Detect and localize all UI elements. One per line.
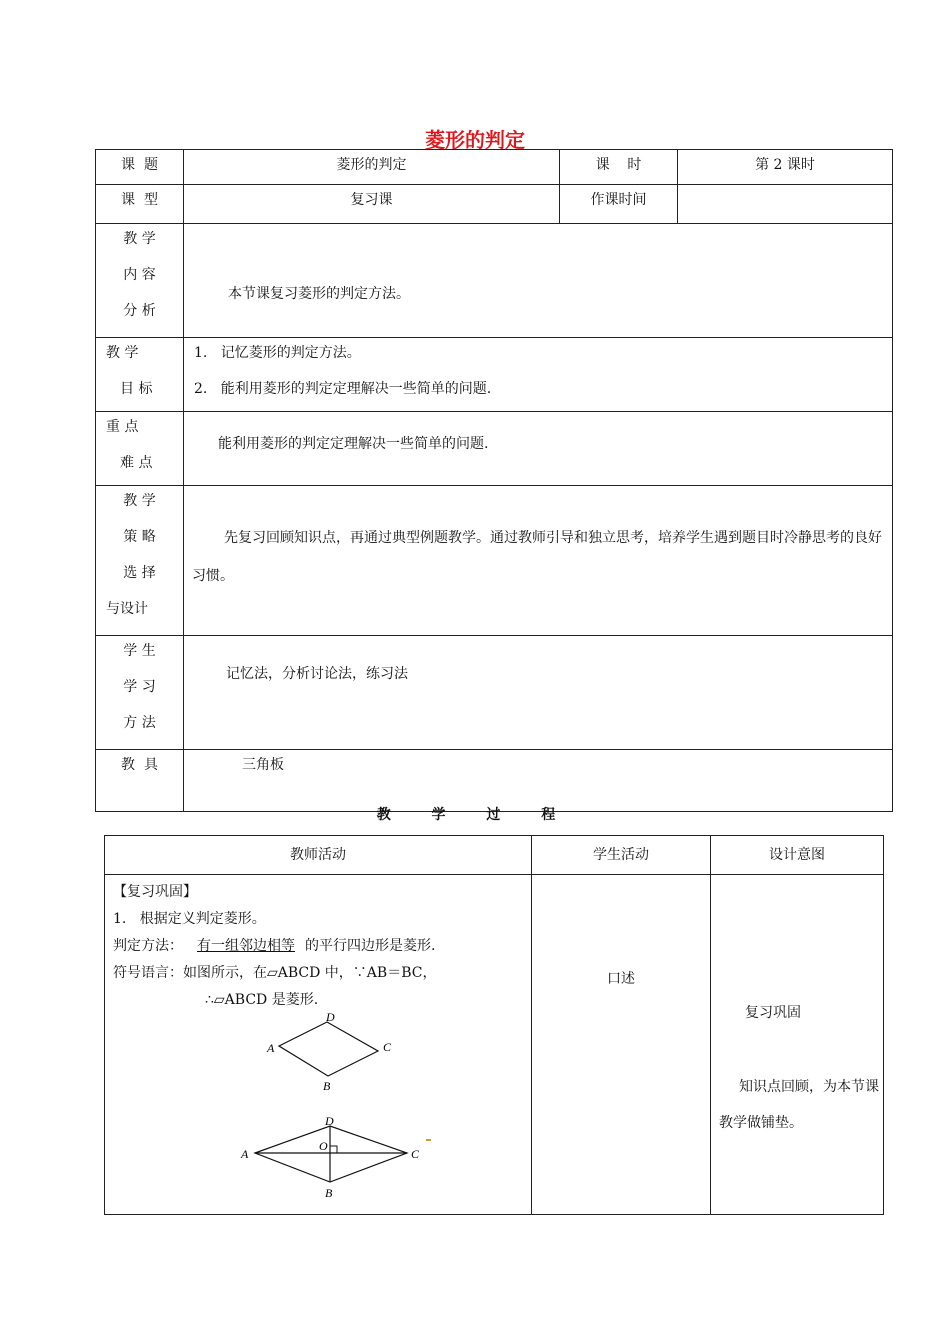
method-label [96,636,184,750]
header-student: 学生活动 [532,836,711,875]
type-value: 复习课 [184,185,560,224]
topic-label: 课 题 [96,150,184,185]
period-value: 第 2 课时 [678,150,893,185]
header-intent: 设计意图 [711,836,884,875]
method-label-line: 方 法 [123,715,156,731]
review-heading: 【复习巩固】 [113,884,197,900]
key-label-line: 难 点 [120,455,153,471]
goal-label [96,338,184,412]
fig1-label-b: B [323,1079,331,1093]
topic-value: 菱形的判定 [184,150,560,185]
header-teacher: 教师活动 [105,836,532,875]
intent-detail: 知识点回顾，为本节课教学做铺垫。 [719,1079,879,1131]
key-label [96,412,184,486]
symbol-line: 符号语言：如图所示，在▱ABCD 中，∵AB＝BC， [113,965,437,981]
fig2-label-o: O [319,1139,328,1153]
fig1-label-d: D [326,1011,335,1024]
strategy-label-line: 教 学 [123,493,156,509]
fig2-label-d: D [325,1114,334,1128]
method-label-line: 学 生 [123,643,156,659]
goal-item: 1. 记忆菱形的判定方法。 [194,345,361,361]
strategy-label-line: 与设计 [106,601,148,617]
method-label-line: 学 习 [123,679,156,695]
strategy-label [96,486,184,636]
content-label-line: 教 学 [123,231,156,247]
teaching-process-table [104,835,884,1215]
time-label: 作课时间 [560,185,678,224]
goal-label-line: 目 标 [120,381,153,397]
time-value [678,185,893,224]
fig2-label-a: A [241,1147,249,1161]
method-prefix: 判定方法： [113,938,183,954]
student-activity: 口述 [532,875,711,1215]
method-suffix: 的平行四边形是菱形. [305,938,436,954]
document-title: 菱形的判定 [425,128,525,152]
period-label: 课 时 [560,150,678,185]
goal-item: 2. 能利用菱形的判定定理解决一些简单的问题. [194,381,492,397]
item-1: 1. 根据定义判定菱形。 [113,911,266,927]
key-label-line: 重 点 [106,419,139,435]
goal-label-line: 教 学 [106,345,139,361]
type-label: 课 型 [96,185,184,224]
rhombus-figures [225,1011,645,1207]
method-value: 记忆法，分析讨论法，练习法 [184,636,893,750]
key-value: 能利用菱形的判定定理解决一些简单的问题. [184,412,893,486]
intent-heading: 复习巩固 [745,1005,801,1021]
tool-label: 教 具 [96,750,184,812]
content-value: 本节课复习菱形的判定方法。 [184,224,893,338]
tool-value: 三角板 [184,750,893,812]
method-blank: 有一组邻边相等 [197,938,295,954]
strategy-label-line: 策 略 [123,529,156,545]
fig2-label-b: B [325,1186,333,1200]
content-label [96,224,184,338]
fig1-label-c: C [383,1040,392,1054]
strategy-label-line: 选 择 [123,565,156,581]
rhombus-2 [255,1126,407,1182]
process-title: 教 学 过 程 [376,807,574,823]
conclusion-line: ∴▱ABCD 是菱形. [205,992,319,1008]
teacher-activity [105,875,532,1215]
stray-mark [426,1139,431,1141]
right-angle-mark [330,1146,337,1153]
content-label-line: 分 析 [123,303,156,319]
method-line [113,933,523,960]
fig1-label-a: A [267,1041,275,1055]
fig2-label-c: C [411,1147,420,1161]
design-intent [711,875,884,1215]
strategy-value: 先复习回顾知识点，再通过典型例题教学。通过教师引导和独立思考，培养学生遇到题目时冷静思考的良好习惯。 [184,486,893,636]
content-label-line: 内 容 [123,267,156,283]
rhombus-1 [279,1022,378,1076]
goals [184,338,893,412]
lesson-info-table [95,149,893,812]
